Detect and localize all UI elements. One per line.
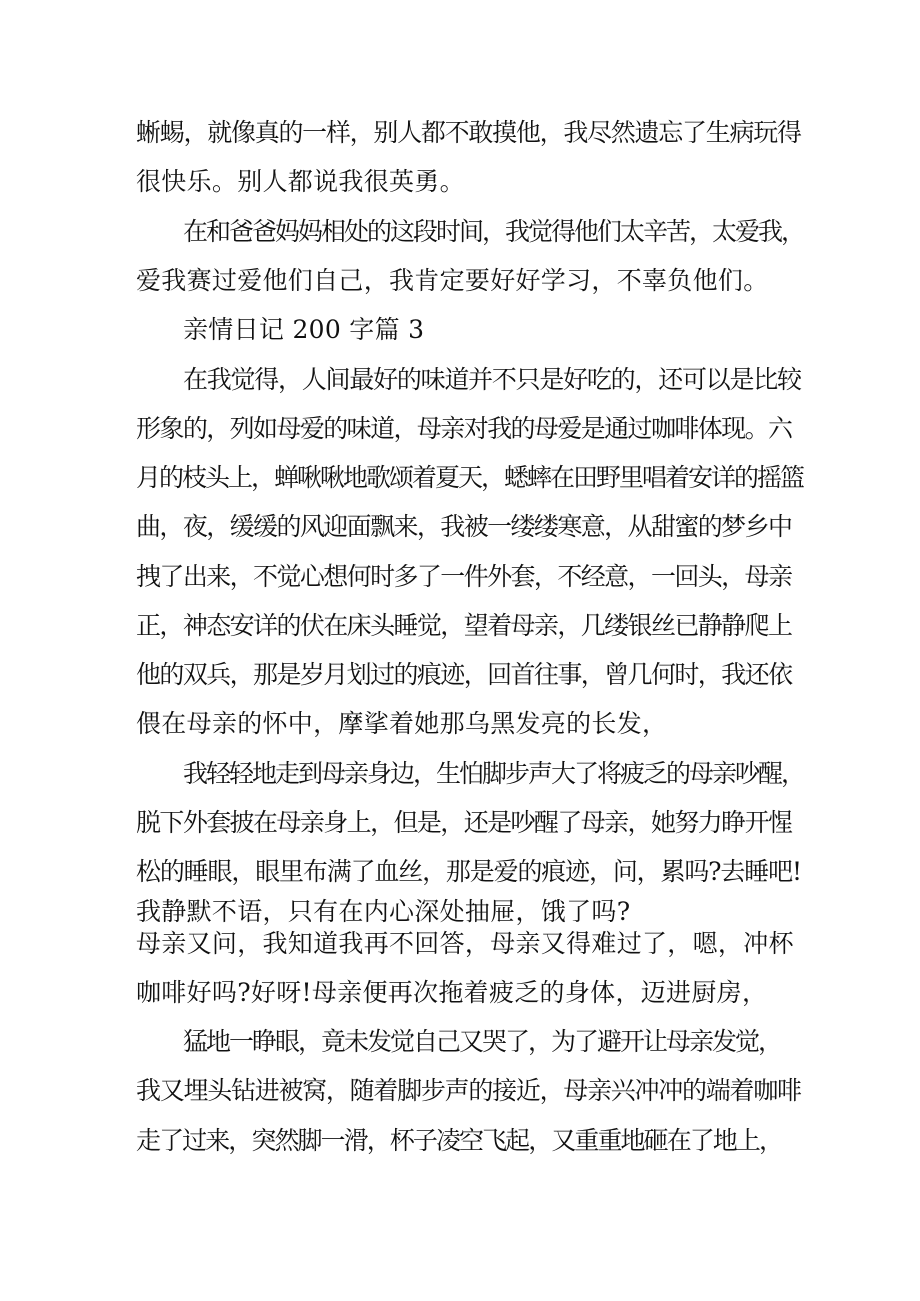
text-line-22: 走了过来，突然脚一滑，杯子凌空飞起，又重重地砸在了地上， — [136, 1126, 783, 1155]
text-line-7: 形象的，列如母爱的味道，母亲对我的母爱是通过咖啡体现。六 — [136, 414, 792, 443]
paragraph-start-line: 在和爸爸妈妈相处的这段时间，我觉得他们太辛苦，太爱我， — [183, 217, 805, 246]
text-line-1: 蜥蜴，就像真的一样，别人都不敢摸他，我尽然遗忘了生病玩得 — [136, 118, 801, 147]
paragraph-start-line: 我轻轻地走到母亲身边，生怕脚步声大了将疲乏的母亲吵醒， — [183, 759, 805, 788]
text-line-10: 拽了出来，不觉心想何时多了一件外套，不经意，一回头，母亲 — [136, 562, 792, 591]
text-line-8: 月的枝头上，蝉啾啾地歌颂着夏天，蟋蟀在田野里唱着安详的摇篮 — [136, 463, 804, 492]
section-heading: 亲情日记 200 字篇 3 — [183, 315, 425, 344]
text-line-17: 我静默不语，只有在内心深处抽屉，饿了吗? — [136, 897, 631, 926]
text-line-2: 很快乐。别人都说我很英勇。 — [136, 167, 465, 196]
text-line-18: 母亲又问，我知道我再不回答，母亲又得难过了，嗯，冲杯 — [136, 929, 794, 958]
text-line-21: 我又埋头钻进被窝，随着脚步声的接近，母亲兴冲冲的端着咖啡 — [136, 1076, 801, 1105]
text-line-4: 爱我赛过爱他们自己，我肯定要好好学习，不辜负他们。 — [136, 266, 769, 295]
text-line-16: 松的睡眼，眼里布满了血丝，那是爱的痕迹，问，累吗?去睡吧! — [136, 857, 801, 886]
paragraph-start-line: 在我觉得，人间最好的味道并不只是好吃的，还可以是比较 — [183, 365, 801, 394]
text-line-15: 脱下外套披在母亲身上，但是，还是吵醒了母亲，她努力睁开惺 — [136, 808, 792, 837]
text-line-11: 正，神态安详的伏在床头睡觉，望着母亲，几缕银丝已静静爬上 — [136, 611, 792, 640]
text-line-12: 他的双兵，那是岁月划过的痕迹，回首往事，曾几何时，我还依 — [136, 660, 792, 689]
text-line-19: 咖啡好吗?好呀!母亲便再次拖着疲乏的身体，迈进厨房， — [136, 978, 768, 1007]
paragraph-start-line: 猛地一睁眼，竟未发觉自己又哭了，为了避开让母亲发觉， — [183, 1027, 782, 1056]
text-line-9: 曲，夜，缓缓的风迎面飘来，我被一缕缕寒意，从甜蜜的梦乡中 — [136, 512, 792, 541]
text-line-13: 偎在母亲的怀中，摩挲着她那乌黑发亮的长发， — [136, 709, 668, 738]
